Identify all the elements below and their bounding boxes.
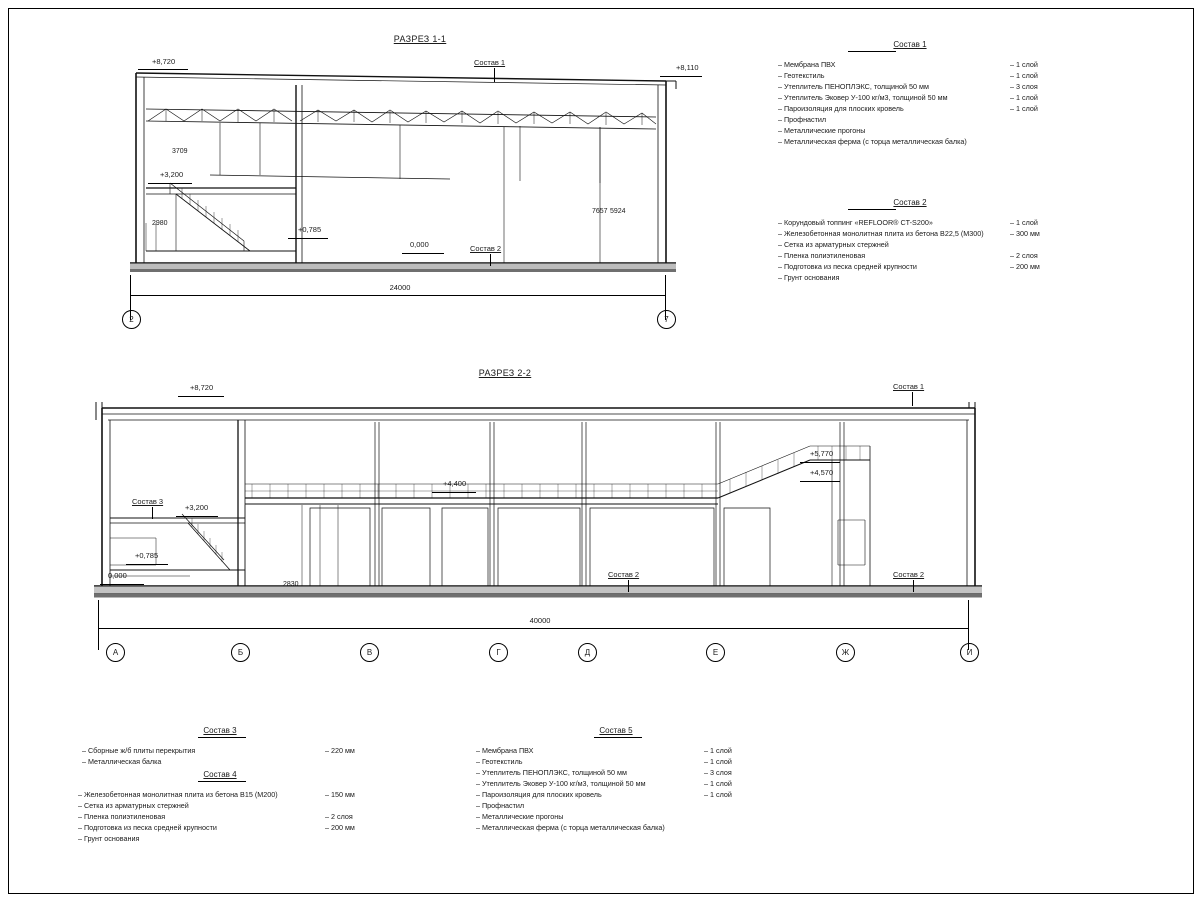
spec-row: – Сборные ж/б плиты перекрытия [82, 746, 196, 755]
level-top-2: +8,720 [190, 383, 214, 392]
level-top-left: +8,720 [152, 57, 176, 66]
section-1-title: РАЗРЕЗ 1-1 [393, 34, 447, 44]
axis-marker-e: Е [706, 643, 725, 662]
spec-row: – Сетка из арматурных стержней [78, 801, 189, 810]
level-zero-1: 0,000 [410, 240, 429, 249]
spec-row: – Подготовка из песка средней крупности [78, 823, 217, 832]
axis-marker-d: Д [578, 643, 597, 662]
level-top-right: +8,110 [676, 63, 699, 72]
spec-qty: – 1 слой [1010, 71, 1038, 80]
callout-sostav-2-sec2-b: Состав 2 [893, 570, 925, 579]
spec-qty: – 3 слоя [1010, 82, 1038, 91]
callout-sostav-1-sec1: Состав 1 [474, 58, 506, 67]
spec-sostav-3: Состав 3 – Сборные ж/б плиты перекрытия – 220 мм – Металлическая балка [82, 726, 355, 766]
spec-qty: – 1 слой [1010, 60, 1038, 69]
axis-marker-zh: Ж [836, 643, 855, 662]
callout-sostav-1-sec2: Состав 1 [893, 382, 925, 391]
spec-row: – Профнастил [778, 115, 827, 124]
level-mezzanine-1: +3,200 [160, 170, 184, 179]
spec-qty: – 300 мм [1010, 229, 1040, 238]
spec-qty: – 220 мм [325, 746, 355, 755]
spec-row: – Железобетонная монолитная плита из бетона В22,5 (М300) [778, 229, 984, 238]
spec-qty: – 1 слой [704, 790, 732, 799]
spec-row: – Пароизоляция для плоских кровель [476, 790, 602, 799]
level-mezzanine-left-2: +3,200 [185, 503, 209, 512]
spec-row: – Подготовка из песка средней крупности [778, 262, 917, 271]
spec-row: – Железобетонная монолитная плита из бетона В15 (М200) [78, 790, 278, 799]
spec-qty: – 1 слой [1010, 218, 1038, 227]
spec-row: – Пленка полиэтиленовая [78, 812, 166, 821]
spec-qty: – 200 мм [325, 823, 355, 832]
spec-row: – Грунт основания [778, 273, 840, 282]
spec-row: – Металлическая балка [82, 757, 162, 766]
spec-qty: – 1 слой [704, 779, 732, 788]
section-2-title: РАЗРЕЗ 2-2 [478, 368, 532, 378]
level-zero-2: 0,000 [108, 571, 127, 580]
spec-qty: – 2 слоя [1010, 251, 1038, 260]
spec-row: – Металлическая ферма (с торца металлическая балка) [778, 137, 967, 146]
spec-row: – Профнастил [476, 801, 525, 810]
spec-row: – Металлическая ферма (с торца металлическая балка) [476, 823, 665, 832]
spec-row: – Мембрана ПВХ [476, 746, 534, 755]
callout-sostav-2-sec2-a: Состав 2 [608, 570, 640, 579]
spec-qty: – 1 слой [704, 746, 732, 755]
spec-qty: – 1 слой [704, 757, 732, 766]
spec-qty: – 2 слоя [325, 812, 353, 821]
spec-row: – Пленка полиэтиленовая [778, 251, 866, 260]
spec-row: – Геотекстиль [476, 757, 523, 766]
axis-marker-g: Г [489, 643, 508, 662]
spec-sostav-4: Состав 4 – Железобетонная монолитная плита из бетона В15 (М200) – 150 мм – Сетка из арматурных стержней – Пленка полиэтиленовая – 2 слоя – Подготовка из песка средней крупности – 200 мм – Грунт основания [78, 770, 355, 843]
spec-qty: – 3 слоя [704, 768, 732, 777]
spec-sostav-5: Состав 5 – Мембрана ПВХ – 1 слой – Геотекстиль – 1 слой – Утеплитель ПЕНОПЛЭКС, толщиной 50 мм – 3 слоя – Утеплитель Эковер У-100 кг/м3, толщиной 50 мм – 1 слой – Пароизоляция для плоских кровель – 1 слой – Профнастил – Металлические прогоны – Металлическая ферма (с торца металлическая балка) [476, 726, 732, 832]
vdim-3709: 3709 [172, 148, 188, 155]
spec-qty: – 200 мм [1010, 262, 1040, 271]
level-stair-mid: +4,570 [810, 468, 834, 477]
spec-row: – Грунт основания [78, 834, 140, 843]
spec-row: – Мембрана ПВХ [778, 60, 836, 69]
section-2-drawing [70, 390, 1010, 630]
spec-row: – Геотекстиль [778, 71, 825, 80]
dim-24000: 24000 [389, 283, 411, 292]
spec-row: – Утеплитель Эковер У-100 кг/м3, толщиной 50 мм [476, 779, 646, 788]
spec-qty: – 1 слой [1010, 93, 1038, 102]
dim-40000: 40000 [529, 616, 551, 625]
spec-row: – Металлические прогоны [778, 126, 866, 135]
vdim-5924: 5924 [610, 208, 626, 215]
level-mezzanine-2: +4,400 [443, 479, 467, 488]
spec-row: – Металлические прогоны [476, 812, 564, 821]
axis-marker-7: 7 [657, 310, 676, 329]
vdim-2830: 2830 [283, 581, 299, 588]
axis-marker-a: А [106, 643, 125, 662]
spec-qty: – 150 мм [325, 790, 355, 799]
callout-sostav-2-sec1: Состав 2 [470, 244, 502, 253]
spec-sostav-1: Состав 1 – Мембрана ПВХ – 1 слой – Геотекстиль – 1 слой – Утеплитель ПЕНОПЛЭКС, толщиной 50 мм – 3 слоя – Утеплитель Эковер У-100 кг/м3, толщиной 50 мм – 1 слой – Пароизоляция для плоских кровель – 1 слой – Профнастил – Металлические прогоны – Металлическая ферма (с торца металлическая балка) [778, 40, 1038, 146]
spec-qty: – 1 слой [1010, 104, 1038, 113]
axis-marker-b: Б [231, 643, 250, 662]
spec-row: – Утеплитель Эковер У-100 кг/м3, толщиной 50 мм [778, 93, 948, 102]
axis-marker-i: И [960, 643, 979, 662]
spec-row: – Пароизоляция для плоских кровель [778, 104, 904, 113]
vdim-7657: 7657 [592, 208, 608, 215]
vdim-2980: 2980 [152, 220, 168, 227]
level-platform-1: +0,785 [298, 225, 322, 234]
axis-marker-v: В [360, 643, 379, 662]
callout-sostav-3-sec2: Состав 3 [132, 497, 164, 506]
spec-row: – Сетка из арматурных стержней [778, 240, 889, 249]
axis-marker-2: 2 [122, 310, 141, 329]
spec-row: – Утеплитель ПЕНОПЛЭКС, толщиной 50 мм [476, 768, 627, 777]
level-platform-2: +0,785 [135, 551, 159, 560]
spec-sostav-2: Состав 2 – Корундовый топпинг «REFLOOR® CT-S200» – 1 слой – Железобетонная монолитная плита из бетона В22,5 (М300) – 300 мм – Сетка из арматурных стержней – Пленка полиэтиленовая – 2 слоя – Подготовка из песка средней крупности – 200 мм – Грунт основания [778, 198, 1040, 282]
level-stair-top: +5,770 [810, 449, 834, 458]
spec-row: – Корундовый топпинг «REFLOOR® CT-S200» [778, 218, 933, 227]
spec-row: – Утеплитель ПЕНОПЛЭКС, толщиной 50 мм [778, 82, 929, 91]
